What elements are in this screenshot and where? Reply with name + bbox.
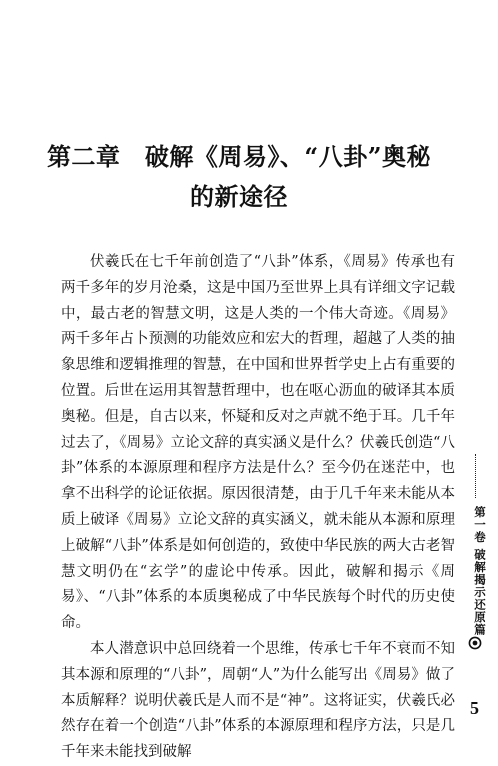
chapter-title-line-2: 的新途径 <box>190 182 288 211</box>
chapter-title-line-1: 第二章 破解《周易》、“八卦”奥秘 <box>46 142 432 171</box>
paragraph-2: 本人潜意识中总回绕着一个思维，传承七千年不衰而不知其本源和原理的“八卦”，周朝“人”为什么能写出《周易》做了本质解释？说明伏羲氏是人而不是“神”。这将证实，伏羲氏必然存在着一个创造“八卦”体系的本源原理和程序方法，只是几千年来未能找到破解 <box>61 640 455 761</box>
sidebar-circle-icon <box>468 636 482 650</box>
page-number: 5 <box>470 698 479 718</box>
body-text <box>61 250 455 766</box>
sidebar-dotted-rule <box>475 454 476 498</box>
paragraph-1: 伏羲氏在七千年前创造了“八卦”体系，《周易》传承也有两千多年的岁月沧桑，这是中国乃至世界上具有详细文字记载中，最古老的智慧文明，这是人类的一个伟大奇迹。《周易》两千多年占卜预测的功能效应和宏大的哲理，超越了人类的抽象思维和逻辑推理的智慧，在中国和世界哲学史上占有重要的位置。后世在运用其智慧哲理中，也在呕心沥血的破译其本质奥秘。但是，自古以来，怀疑和反对之声就不绝于耳。几千年过去了，《周易》立论文辞的真实涵义是什么？伏羲氏创造“八卦”体系的本源原理和程序方法是什么？至今仍在迷茫中，也拿不出科学的论证依据。原因很清楚，由于几千年来未能从本质上破译《周易》立论文辞的真实涵义，就未能从本源和原理上破解“八卦”体系是如何创造的，致使中华民族的两大古老智慧文明仍在“玄学”的虚论中传承。因此，破解和揭示《周易》、“八卦”体系的本质奥秘成了中华民族每个时代的历史使命。 <box>61 254 455 632</box>
sidebar-volume-label: 第一卷 破解揭示还原篇 <box>473 506 487 637</box>
